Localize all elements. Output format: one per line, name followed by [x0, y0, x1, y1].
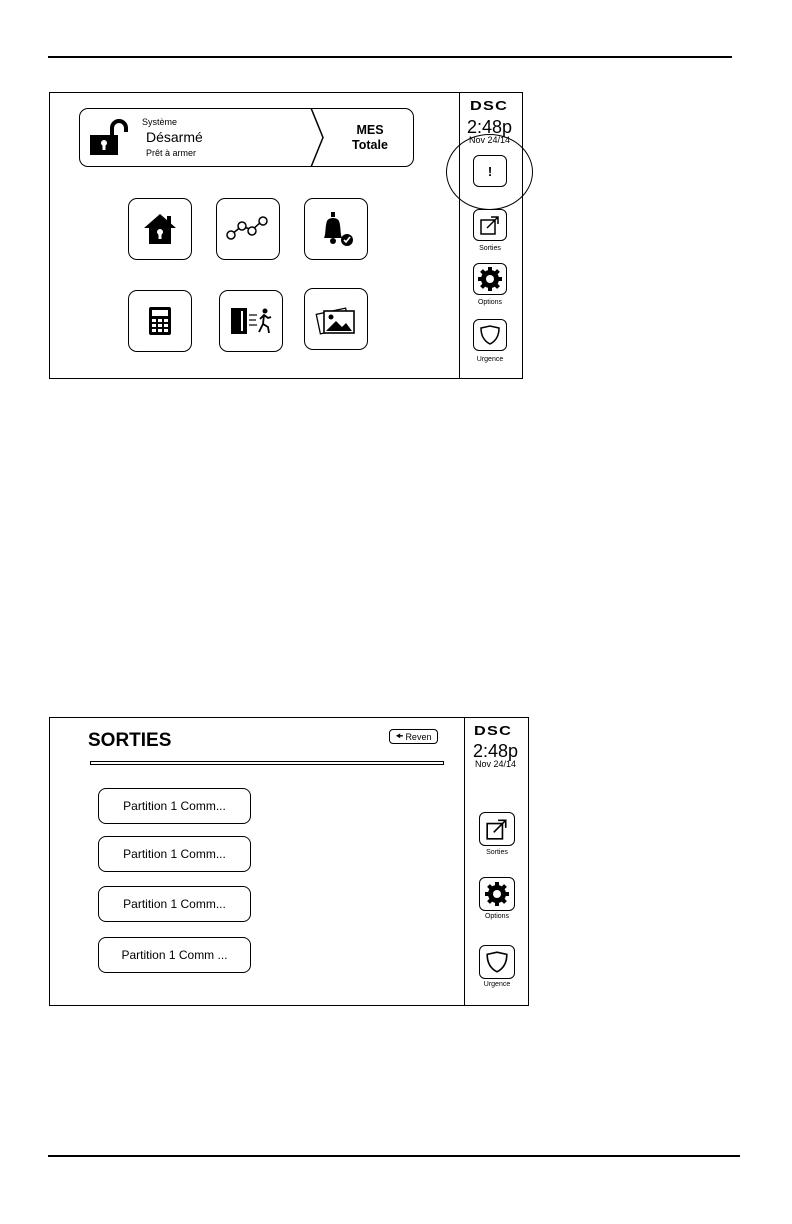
outputs-label: Sorties — [479, 245, 501, 252]
home-icon — [142, 212, 178, 246]
outputs-icon — [479, 214, 501, 236]
output-item-label: Partition 1 Comm... — [123, 897, 226, 911]
clock-date: Nov 24/14 — [475, 759, 517, 769]
chime-tile[interactable] — [216, 198, 280, 260]
system-state: Désarmé — [146, 129, 203, 145]
page-title: SORTIES — [88, 730, 172, 751]
output-item-3[interactable] — [98, 886, 251, 922]
options-button[interactable] — [479, 877, 515, 911]
home-screen — [49, 92, 523, 379]
keypad-tile[interactable] — [128, 290, 192, 352]
emergency-button[interactable] — [479, 945, 515, 979]
options-gear-icon — [478, 267, 502, 291]
system-status-bar[interactable] — [79, 108, 414, 167]
stay-arm-tile[interactable] — [128, 198, 192, 260]
back-arrow-icon: 🠜 — [395, 730, 404, 741]
chime-icon — [225, 212, 271, 246]
unlocked-padlock-icon — [88, 118, 128, 158]
photos-icon — [314, 302, 358, 336]
clock-time: 2:48p — [467, 117, 513, 137]
alarm-memory-tile[interactable] — [304, 198, 368, 260]
clock-date: Nov 24/14 — [469, 135, 511, 145]
options-gear-icon — [485, 882, 509, 906]
emergency-shield-icon — [485, 950, 509, 974]
arm-line1: MES — [356, 122, 384, 137]
output-item-4[interactable] — [98, 937, 251, 973]
system-substate: Prêt à armer — [146, 148, 197, 158]
clock-time: 2:48p — [473, 741, 519, 761]
alarm-bell-check-icon — [316, 210, 356, 248]
chevron-divider — [310, 108, 326, 167]
exit-door-icon — [227, 305, 275, 337]
outputs-button[interactable] — [473, 209, 507, 241]
output-item-1[interactable] — [98, 788, 251, 824]
emergency-shield-icon — [479, 324, 501, 346]
alert-exclamation-icon: ! — [487, 163, 493, 179]
options-label: Options — [477, 299, 503, 306]
arm-line2: Totale — [352, 137, 388, 152]
arm-away-button[interactable] — [326, 109, 414, 166]
bottom-rule — [48, 1155, 740, 1157]
brand-logo: DSC — [474, 723, 513, 738]
back-button[interactable] — [389, 729, 438, 744]
outputs-icon — [485, 817, 509, 841]
top-rule — [48, 56, 732, 58]
outputs-screen — [49, 717, 529, 1006]
options-button[interactable] — [473, 263, 507, 295]
emergency-label: Urgence — [476, 356, 504, 363]
back-label: Reven — [405, 731, 432, 742]
system-label: Système — [142, 117, 178, 127]
keypad-icon — [147, 305, 173, 337]
outputs-button[interactable] — [479, 812, 515, 846]
brand-logo: DSC — [470, 98, 509, 113]
title-divider — [90, 761, 444, 765]
output-item-2[interactable] — [98, 836, 251, 872]
emergency-label: Urgence — [483, 981, 511, 988]
output-item-label: Partition 1 Comm ... — [121, 948, 228, 962]
output-item-label: Partition 1 Comm... — [123, 847, 226, 861]
sidebar — [464, 718, 528, 1005]
emergency-button[interactable] — [473, 319, 507, 351]
output-item-label: Partition 1 Comm... — [123, 799, 226, 813]
outputs-label: Sorties — [486, 849, 508, 856]
photos-tile[interactable] — [304, 288, 368, 350]
options-label: Options — [484, 913, 510, 920]
quick-exit-tile[interactable] — [219, 290, 283, 352]
highlight-circle — [446, 134, 533, 210]
